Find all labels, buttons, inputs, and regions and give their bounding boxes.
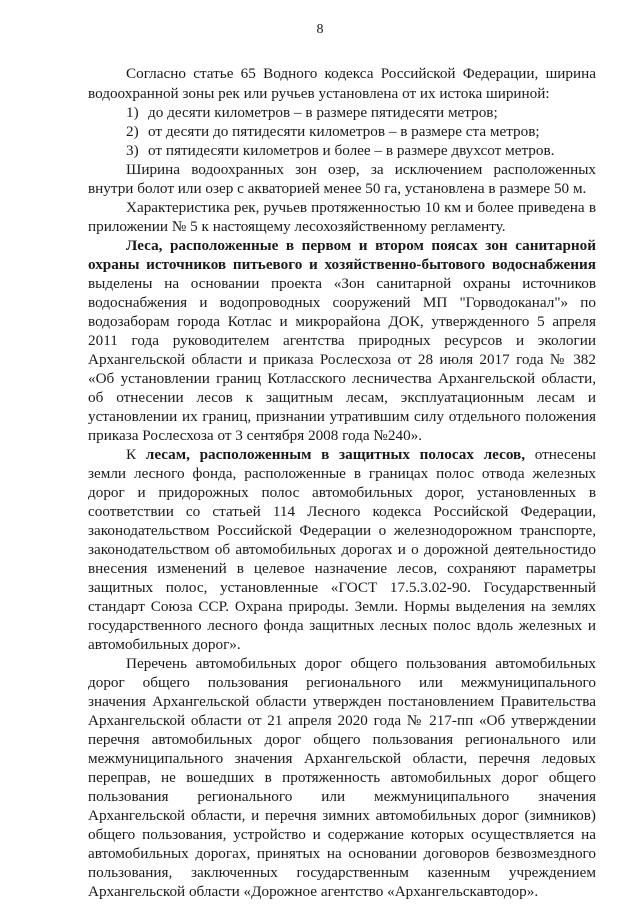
paragraph-line: приказа Рослесхоза от 3 сентября 2008 года №240». — [88, 427, 423, 444]
paragraph-line: водоохранной зоны рек или ручьев установлена от их истока шириной: — [88, 85, 550, 102]
paragraph-line: выделены на основании проекта «Зон санитарной охраны источников — [88, 275, 596, 292]
list-item — [126, 141, 596, 160]
paragraph-line: защитных полос, установленные «ГОСТ 17.5.3.02-90. Государственный — [88, 579, 596, 596]
paragraph-line: об отнесении лесов к защитным лесам, эксплуатационным лесам и — [88, 389, 596, 406]
paragraph-line-mixed — [126, 445, 596, 464]
paragraph-line: государственного лесного фонда защитных лесных полос вдоль железных и — [88, 617, 596, 634]
paragraph-line: Согласно статье 65 Водного кодекса Российской Федерации, ширина — [126, 65, 596, 82]
paragraph-line: Ширина водоохранных зон озер, за исключением расположенных — [126, 161, 596, 178]
paragraph-line: соответствии со статьей 114 Лесного кодекса Российской Федерации, — [88, 503, 596, 520]
paragraph-line: стандарт Союза ССР. Охрана природы. Земли. Нормы выделения на землях — [88, 598, 596, 615]
paragraph-line: автомобильных дорог». — [88, 636, 241, 653]
list-item — [126, 122, 596, 141]
paragraph-line: пользования, заключенных государственным казенным учреждением — [88, 864, 596, 881]
paragraph-line: водоснабжения и водопроводных сооружений МП "Горводоканал"» по — [88, 294, 596, 311]
bold-term: лесам, расположенным в защитных полосах лесов, — [145, 446, 526, 463]
paragraph-line: автомобильных дорогах, принятых на основании договоров безвозмездного — [88, 845, 596, 862]
list-item — [126, 103, 596, 122]
paragraph-line: земли лесного фонда, расположенные в границах полос отвода железных — [88, 465, 596, 482]
paragraph-line: значения Архангельской области утвержден постановлением Правительства — [88, 693, 596, 710]
bold-heading-line: Леса, расположенные в первом и втором поясах зон санитарной — [126, 237, 596, 254]
paragraph-line: дорог общего пользования регионального или межмуниципального — [88, 674, 596, 691]
paragraph-line: общего пользования, устройство и содержание которых осуществляется на — [88, 826, 596, 843]
paragraph-line: Архангельской области «Дорожное агентство «Архангельскавтодор». — [88, 883, 539, 900]
paragraph-line: переправ, не вошедших в протяженность автомобильных дорог общего — [88, 769, 596, 786]
page-number: 8 — [316, 22, 324, 37]
paragraph-line: Архангельской области и приказа Рослесхоза от 28 июля 2017 года № 382 — [88, 351, 596, 368]
paragraph-line: внесения изменений в целевое назначение лесов, сохраняют параметры — [88, 560, 596, 577]
list-text: до десяти километров – в размере пятидесяти метров; — [148, 104, 498, 121]
paragraph-line: законодательством об автомобильных дорогах и о дорожной деятельностидо — [88, 541, 596, 558]
paragraph-line: Перечень автомобильных дорог общего пользования автомобильных — [126, 655, 596, 672]
paragraph-line: перечня автомобильных дорог общего пользования регионального или — [88, 731, 596, 748]
list-text: от десяти до пятидесяти километров – в размере ста метров; — [148, 123, 540, 140]
list-text: от пятидесяти километров и более – в размере двухсот метров. — [148, 142, 555, 159]
paragraph-line: Архангельской области от 21 апреля 2020 года № 217-пп «Об утверждении — [88, 712, 596, 729]
paragraph-line: межмуниципального значения Архангельской области, перечня ледовых — [88, 750, 596, 767]
paragraph-line: внутри болот или озер с акваторией менее 50 га, установлена в размере 50 м. — [88, 180, 587, 197]
bold-heading-line: охраны источников питьевого и хозяйственно-бытового водоснабжения — [88, 256, 596, 273]
text-run: К — [126, 446, 146, 463]
paragraph-line: водозаборам города Котлас и микрорайона ДОК, утвержденного 5 апреля — [88, 313, 596, 330]
paragraph-line: пользования регионального или межмуниципального значения — [88, 788, 596, 805]
list-number: 3) — [126, 142, 139, 159]
paragraph-line: дорог и придорожных полос автомобильных дорог, установленных в — [88, 484, 596, 501]
paragraph-line: законодательством Российской Федерации о железнодорожном транспорте, — [88, 522, 596, 539]
paragraph-line: 2011 года руководителем агентства природных ресурсов и экологии — [88, 332, 596, 349]
paragraph-line: приложении № 5 к настоящему лесохозяйственному регламенту. — [88, 218, 506, 235]
paragraph-line: установлении их границ, признании утратившим силу отдельного положения — [88, 408, 596, 425]
list-number: 1) — [126, 104, 139, 121]
list-number: 2) — [126, 123, 139, 140]
paragraph-line: Архангельской области, и перечня зимних автомобильных дорог (зимников) — [88, 807, 596, 824]
text-run: отнесены — [525, 446, 597, 463]
paragraph-line: Характеристика рек, ручьев протяженностью 10 км и более приведена в — [126, 199, 596, 216]
paragraph-line: «Об установлении границ Котласского лесничества Архангельской области, — [88, 370, 596, 387]
